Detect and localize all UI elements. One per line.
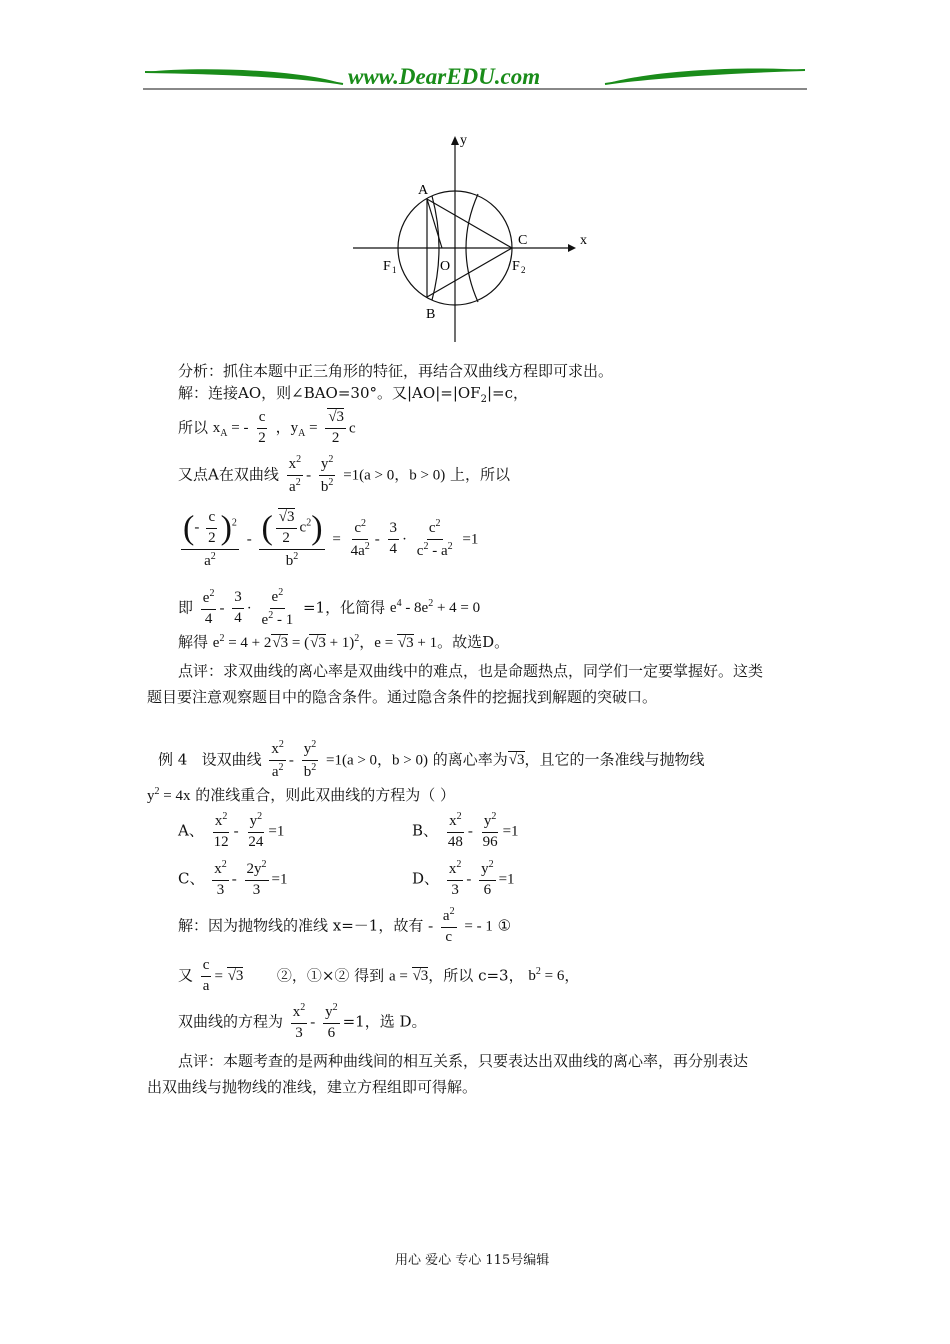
label-O: O [440, 259, 451, 274]
step6-prefix: 解得 [178, 633, 209, 651]
label-C: C [518, 233, 528, 248]
option-d[interactable]: D、 $\frac{x^2}{3}$ - $\frac{y^2}{6}$ =1 [412, 859, 515, 898]
solution-step2: 所以 $x_A$ = - $\frac{c}{2}$ ，$y_A$ = $\frac{√3}{2}$ c [178, 409, 356, 446]
sol1-prefix: 解：因为抛物线的准线 x=－1，故有 [178, 916, 424, 935]
sol3-prefix: 双曲线的方程为 [178, 1012, 284, 1031]
label-B: B [426, 307, 436, 322]
sol3-end: =1，选 D。 [342, 1012, 427, 1031]
solution-step3: 又点A在双曲线 $\frac{x^2}{a^2}$ - $\frac{y^2}{b^2}$ =1(a > 0，b > 0) 上，所以 [178, 454, 511, 495]
label-F2: F [512, 259, 520, 274]
solution-step6 [178, 634, 509, 651]
label-F2-sub: 2 [521, 265, 526, 275]
step1-end: |=c， [486, 384, 528, 402]
label-A: A [418, 183, 429, 198]
q-mid: 的离心率为 [432, 750, 508, 769]
example4-solution3: 双曲线的方程为 $\frac{x^2}{3}$ - $\frac{y^2}{6}$ =1，选 D。 [178, 1002, 427, 1041]
step3-suffix: 上，所以 [450, 465, 511, 484]
step5-mid: =1，化简得 [302, 598, 386, 617]
formula-xA: $x_A$ = - [212, 420, 249, 440]
option-c-label: C、 [178, 869, 205, 888]
frac-big-right: ( $\frac{√3}{2}$ $c^2$) $b^2$ [261, 509, 323, 569]
formula-e-result: $e^2 = 4 + 2√3 = (√3 + 1)^2$，e = √3 + 1 [212, 633, 438, 651]
option-a-label: A、 [178, 821, 204, 840]
q-end: ，且它的一条准线与抛物线 [524, 750, 705, 769]
solution-step1 [178, 386, 528, 405]
label-F1-sub: 1 [392, 265, 397, 275]
label-x: x [580, 233, 587, 248]
option-d-label: D、 [412, 869, 440, 888]
frac-c-2: $\frac{c}{2}$ [258, 409, 266, 446]
q-prefix: 设双曲线 [201, 750, 262, 769]
sol2-mid: ②，①×② 得到 [276, 966, 385, 985]
formula-condition: =1(a > 0，b > 0) [343, 467, 446, 484]
option-b-label: B、 [412, 821, 439, 840]
sol2-prefix: 又 [178, 966, 194, 985]
sol2-mid2: ，所以 c=3， [428, 966, 524, 985]
header-banner [143, 62, 807, 92]
label-y: y [460, 133, 467, 148]
formula-simplified: $e^4 - 8e^2 + 4 = 0$ [389, 598, 481, 617]
site-name[interactable]: www.DearEDU.com [348, 64, 541, 89]
frac-x2-a2: $\frac{x^2}{a^2}$ [288, 454, 302, 495]
option-a[interactable]: A、 $\frac{x^2}{12}$ - $\frac{y^2}{24}$ =1 [178, 811, 285, 850]
comment2-line1: 点评：本题考查的是两种曲线间的相互关系，只要表达出双曲线的离心率，再分别表达 [178, 1052, 749, 1070]
example4-label: 例 4 [158, 750, 188, 769]
label-F1: F [383, 259, 391, 274]
frac-big-left: (- $\frac{c}{2}$ )$^2$ $a^2$ [183, 509, 237, 569]
geometry-figure [350, 130, 600, 345]
step5-prefix: 即 [178, 598, 194, 617]
comment2-line2: 出双曲线与抛物线的准线，建立方程组即可得解。 [147, 1078, 478, 1096]
analysis-line: 分析：抓住本题中正三角形的特征，再结合双曲线方程即可求出。 [178, 362, 614, 380]
example4-question-line1: 例 4 设双曲线 $\frac{x^2}{a^2}$ - $\frac{y^2}{b^2}$ =1(a > 0，b > 0) 的离心率为√3，且它的一条准线与抛物线 [158, 739, 705, 780]
example4-question-line2 [147, 787, 455, 804]
x-axis-arrow [568, 244, 576, 252]
step3-prefix: 又点A在双曲线 [178, 465, 279, 484]
comment1-line1: 点评：求双曲线的离心率是双曲线中的难点，也是命题热点，同学们一定要掌握好。这类 [178, 662, 764, 680]
step2-prefix: 所以 [178, 418, 209, 437]
sol2-end: ， [564, 966, 580, 985]
step1-sub: 2 [480, 394, 487, 405]
step1-text: 解：连接AO，则∠BAO=30°。又|AO|=|OF [178, 384, 481, 402]
option-b[interactable]: B、 $\frac{x^2}{48}$ - $\frac{y^2}{96}$ =1 [412, 811, 519, 850]
sol1-circle: ① [497, 916, 512, 935]
solution-step5: 即 $\frac{e^2}{4}$ - $\frac{3}{4}$ · $\frac{e^2}{e^2 - 1}$ =1，化简得 $e^4 - 8e^2 + 4 = 0$ [178, 587, 481, 628]
parabola-formula: $y^2 = 4x$ [147, 786, 191, 804]
comment1-line2: 题目要注意观察题目中的隐含条件。通过隐含条件的挖掘找到解题的突破口。 [147, 688, 658, 706]
example4-solution1: 解：因为抛物线的准线 x=－1，故有 - $\frac{a^2}{c}$ = - 1 ① [178, 906, 512, 945]
frac-sqrt3-2: $\frac{√3}{2}$ [325, 410, 346, 447]
frac-y2-b2: $\frac{y^2}{b^2}$ [320, 454, 334, 495]
q2-end: 的准线重合，则此双曲线的方程为（ ） [195, 786, 456, 804]
solution-step4: (- $\frac{c}{2}$ )$^2$ $a^2$ - ( $\frac{√3}{2}$ $c^2$) $b^2$ = $\frac{c^2}{4a^2}$ - $\frac{3}{4}$ · $\frac{c^2}{c^2 - a^2}$ =1 [183, 509, 479, 569]
y-axis-arrow [451, 136, 459, 145]
option-c[interactable]: C、 $\frac{x^2}{3}$ - $\frac{2y^2}{3}$ =1 [178, 859, 288, 898]
step6-end: 。故选D。 [437, 633, 510, 651]
example4-solution2: 又 $\frac{c}{a}$ = √3 ②，①×② 得到 a = √3，所以 c=3， $b^2 = 6$， [178, 957, 580, 994]
footer-text: 用心 爱心 专心 115号编辑 [395, 1253, 550, 1268]
